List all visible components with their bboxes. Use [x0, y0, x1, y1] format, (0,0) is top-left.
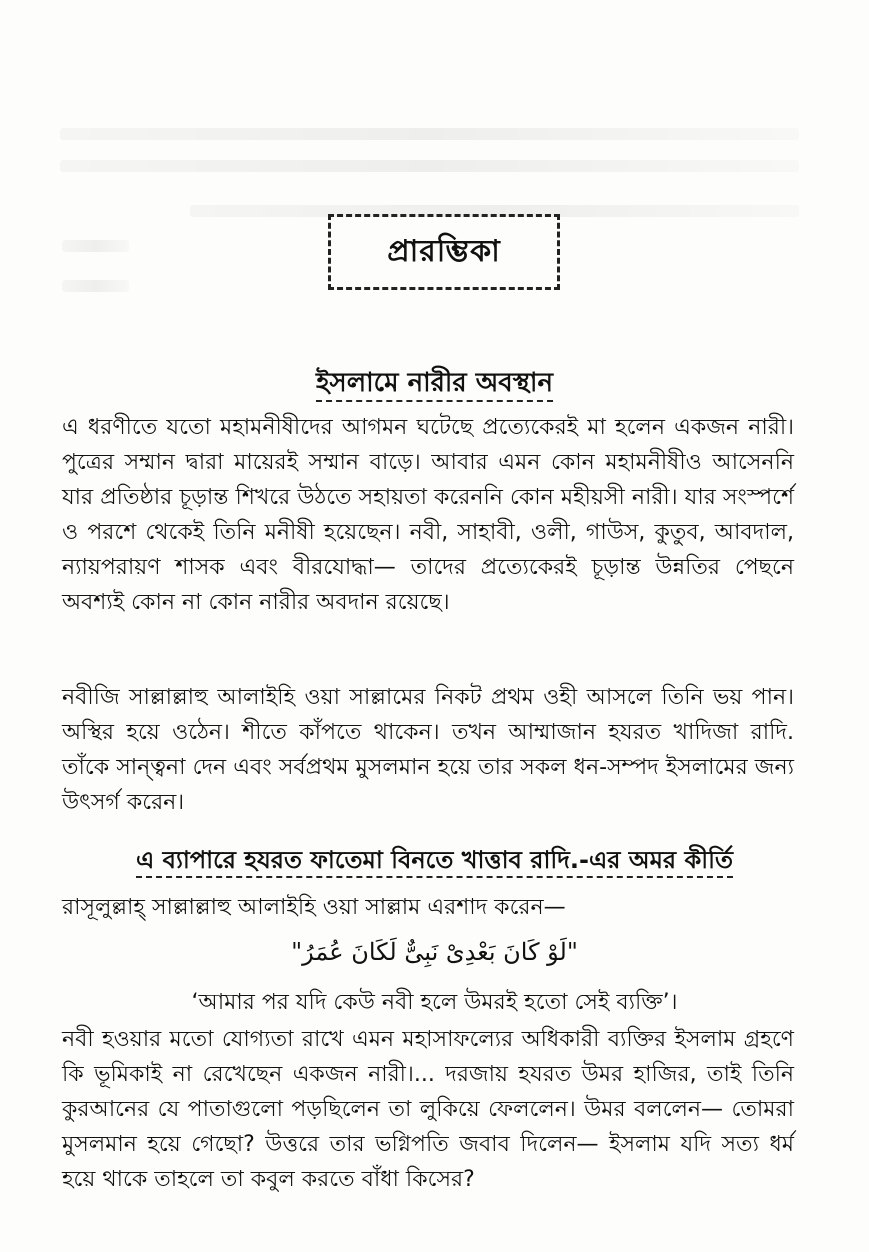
section-heading-women-in-islam: ইসলামে নারীর অবস্থান: [0, 362, 869, 406]
title-box: [328, 214, 560, 290]
section-heading-fatema: এ ব্যাপারে হযরত ফাতেমা বিনতে খাত্তাব রাদি.-এর অমর কীর্তি: [0, 842, 869, 882]
arabic-hadith: "لَوْ كَانَ بَعْدِىْ نَبِىٌّ لَكَانَ عُمَرُ": [291, 938, 578, 966]
page-title: প্রারম্ভিকা: [387, 233, 501, 269]
hadith-intro: রাসূলুল্লাহ্ সাল্লাল্লাহু আলাইহি ওয়া সাল্লাম এরশাদ করেন—: [62, 895, 566, 920]
bleed-through-line: [60, 160, 799, 172]
bleed-through-line: [60, 128, 799, 140]
paragraph-intro: এ ধরণীতে যতো মহামনীষীদের আগমন ঘটেছে প্রত্যেকেরই মা হলেন একজন নারী। পুত্রের সম্মান দ্বারা মায়েরই সম্মান বাড়ে। আবার এমন কোন মহামনীষীও আসেননি যার প্রতিষ্ঠার চূড়ান্ত শিখরে উঠতে সহায়তা করেননি কোন মহীয়সী নারী। যার সংস্পর্শে ও পরশে থেকেই তিনি মনীষী হয়েছেন। নবী, সাহাবী, ওলী, গাউস, কুতুব, আবদাল, ন্যায়পরায়ণ শাসক এবং বীরযোদ্ধা— তাদের প্রত্যেকেরই চূড়ান্ত উন্নতির পেছনে অবশ্যই কোন না কোন নারীর অবদান রয়েছে।: [62, 415, 794, 615]
paragraph-umar: নবী হওয়ার মতো যোগ্যতা রাখে এমন মহাসাফল্যের অধিকারী ব্যক্তির ইসলাম গ্রহণে কি ভূমিকাই না রেখেছেন একজন নারী।... দরজায় হযরত উমর হাজির, তাই তিনি কুরআনের যে পাতাগুলো পড়ছিলেন তা লুকিয়ে ফেললেন। উমর বললেন— তোমরা মুসলমান হয়ে গেছো? উত্তরে তার ভগ্নিপতি জবাব দিলেন— ইসলাম যদি সত্য ধর্ম হয়ে থাকে তাহলে তা কবুল করতে বাঁধা কিসের?: [62, 1027, 794, 1192]
hadith-translation: ‘আমার পর যদি কেউ নবী হলে উমরই হতো সেই ব্যক্তি’।: [191, 990, 678, 1015]
paragraph-khadija: নবীজি সাল্লাল্লাহু আলাইহি ওয়া সাল্লামের নিকট প্রথম ওহী আসলে তিনি ভয় পান। অস্থির হয়ে ওঠেন। শীতে কাঁপতে থাকেন। তখন আম্মাজান হযরত খাদিজা রাদি. তাঁকে সান্ত্বনা দেন এবং সর্বপ্রথম মুসলমান হয়ে তার সকল ধন-সম্পদ ইসলামের জন্য উৎসর্গ করেন।: [62, 685, 794, 815]
bleed-through-line: [62, 240, 129, 252]
bleed-through-line: [62, 280, 129, 292]
